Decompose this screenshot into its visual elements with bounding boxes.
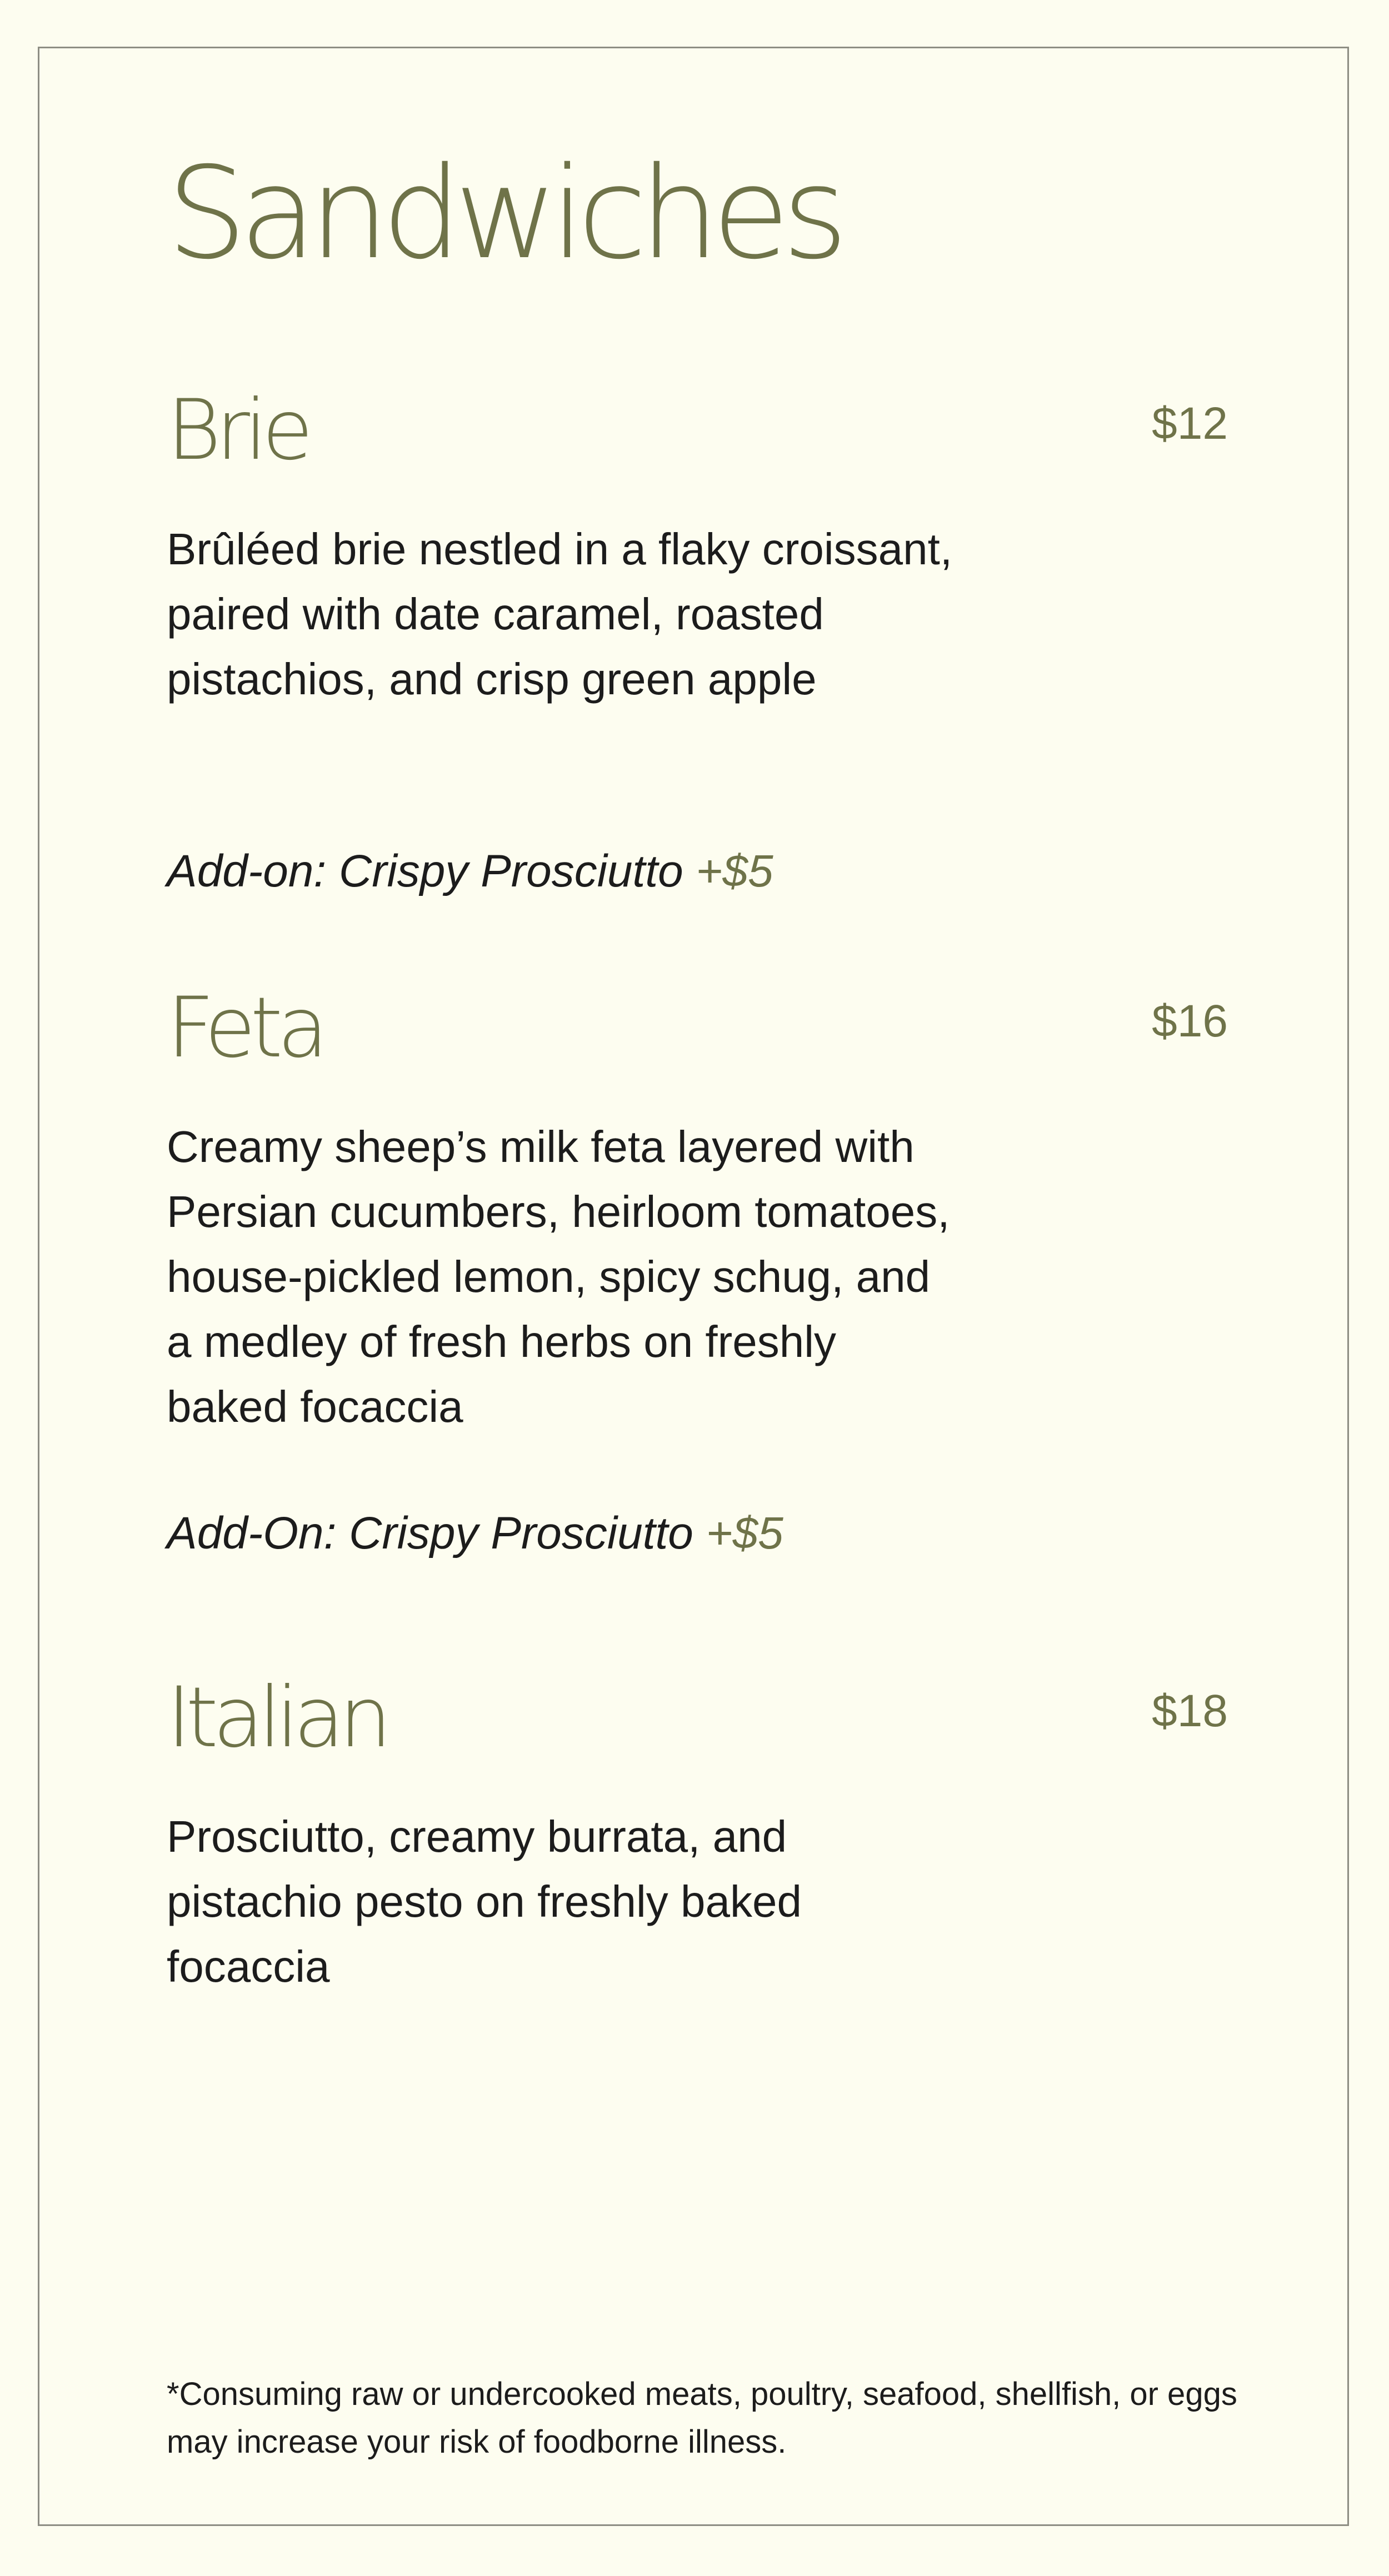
item-addon [167,846,773,896]
item-name: Italian [167,1670,387,1766]
item-addon [167,1508,783,1558]
item-description: Prosciutto, creamy burrata, and pistachio pesto on freshly baked focaccia [167,1812,802,1991]
addon-price: +$5 [706,1508,783,1558]
item-name: Brie [167,382,308,479]
addon-price: +$5 [696,846,773,896]
item-description: Creamy sheep’s milk feta layered with Persian cucumbers, heirloom tomatoes, house-pickled lemon, spicy schug, and a medley of fresh herbs on freshly baked focaccia [167,1122,950,1431]
item-name: Feta [167,980,323,1076]
menu-title: Sandwiches [167,139,841,287]
food-safety-footnote: *Consuming raw or undercooked meats, poultry, seafood, shellfish, or eggs may increase your risk of foodborne illness. [167,2376,1237,2460]
item-price: $16 [1152,996,1228,1046]
addon-label: Add-On: Crispy Prosciutto [167,1508,693,1558]
item-price: $18 [1152,1686,1228,1736]
item-price: $12 [1152,398,1228,449]
item-description: Brûléed brie nestled in a flaky croissant, paired with date caramel, roasted pistachios, and crisp green apple [167,524,953,704]
addon-label: Add-on: Crispy Prosciutto [167,846,683,896]
